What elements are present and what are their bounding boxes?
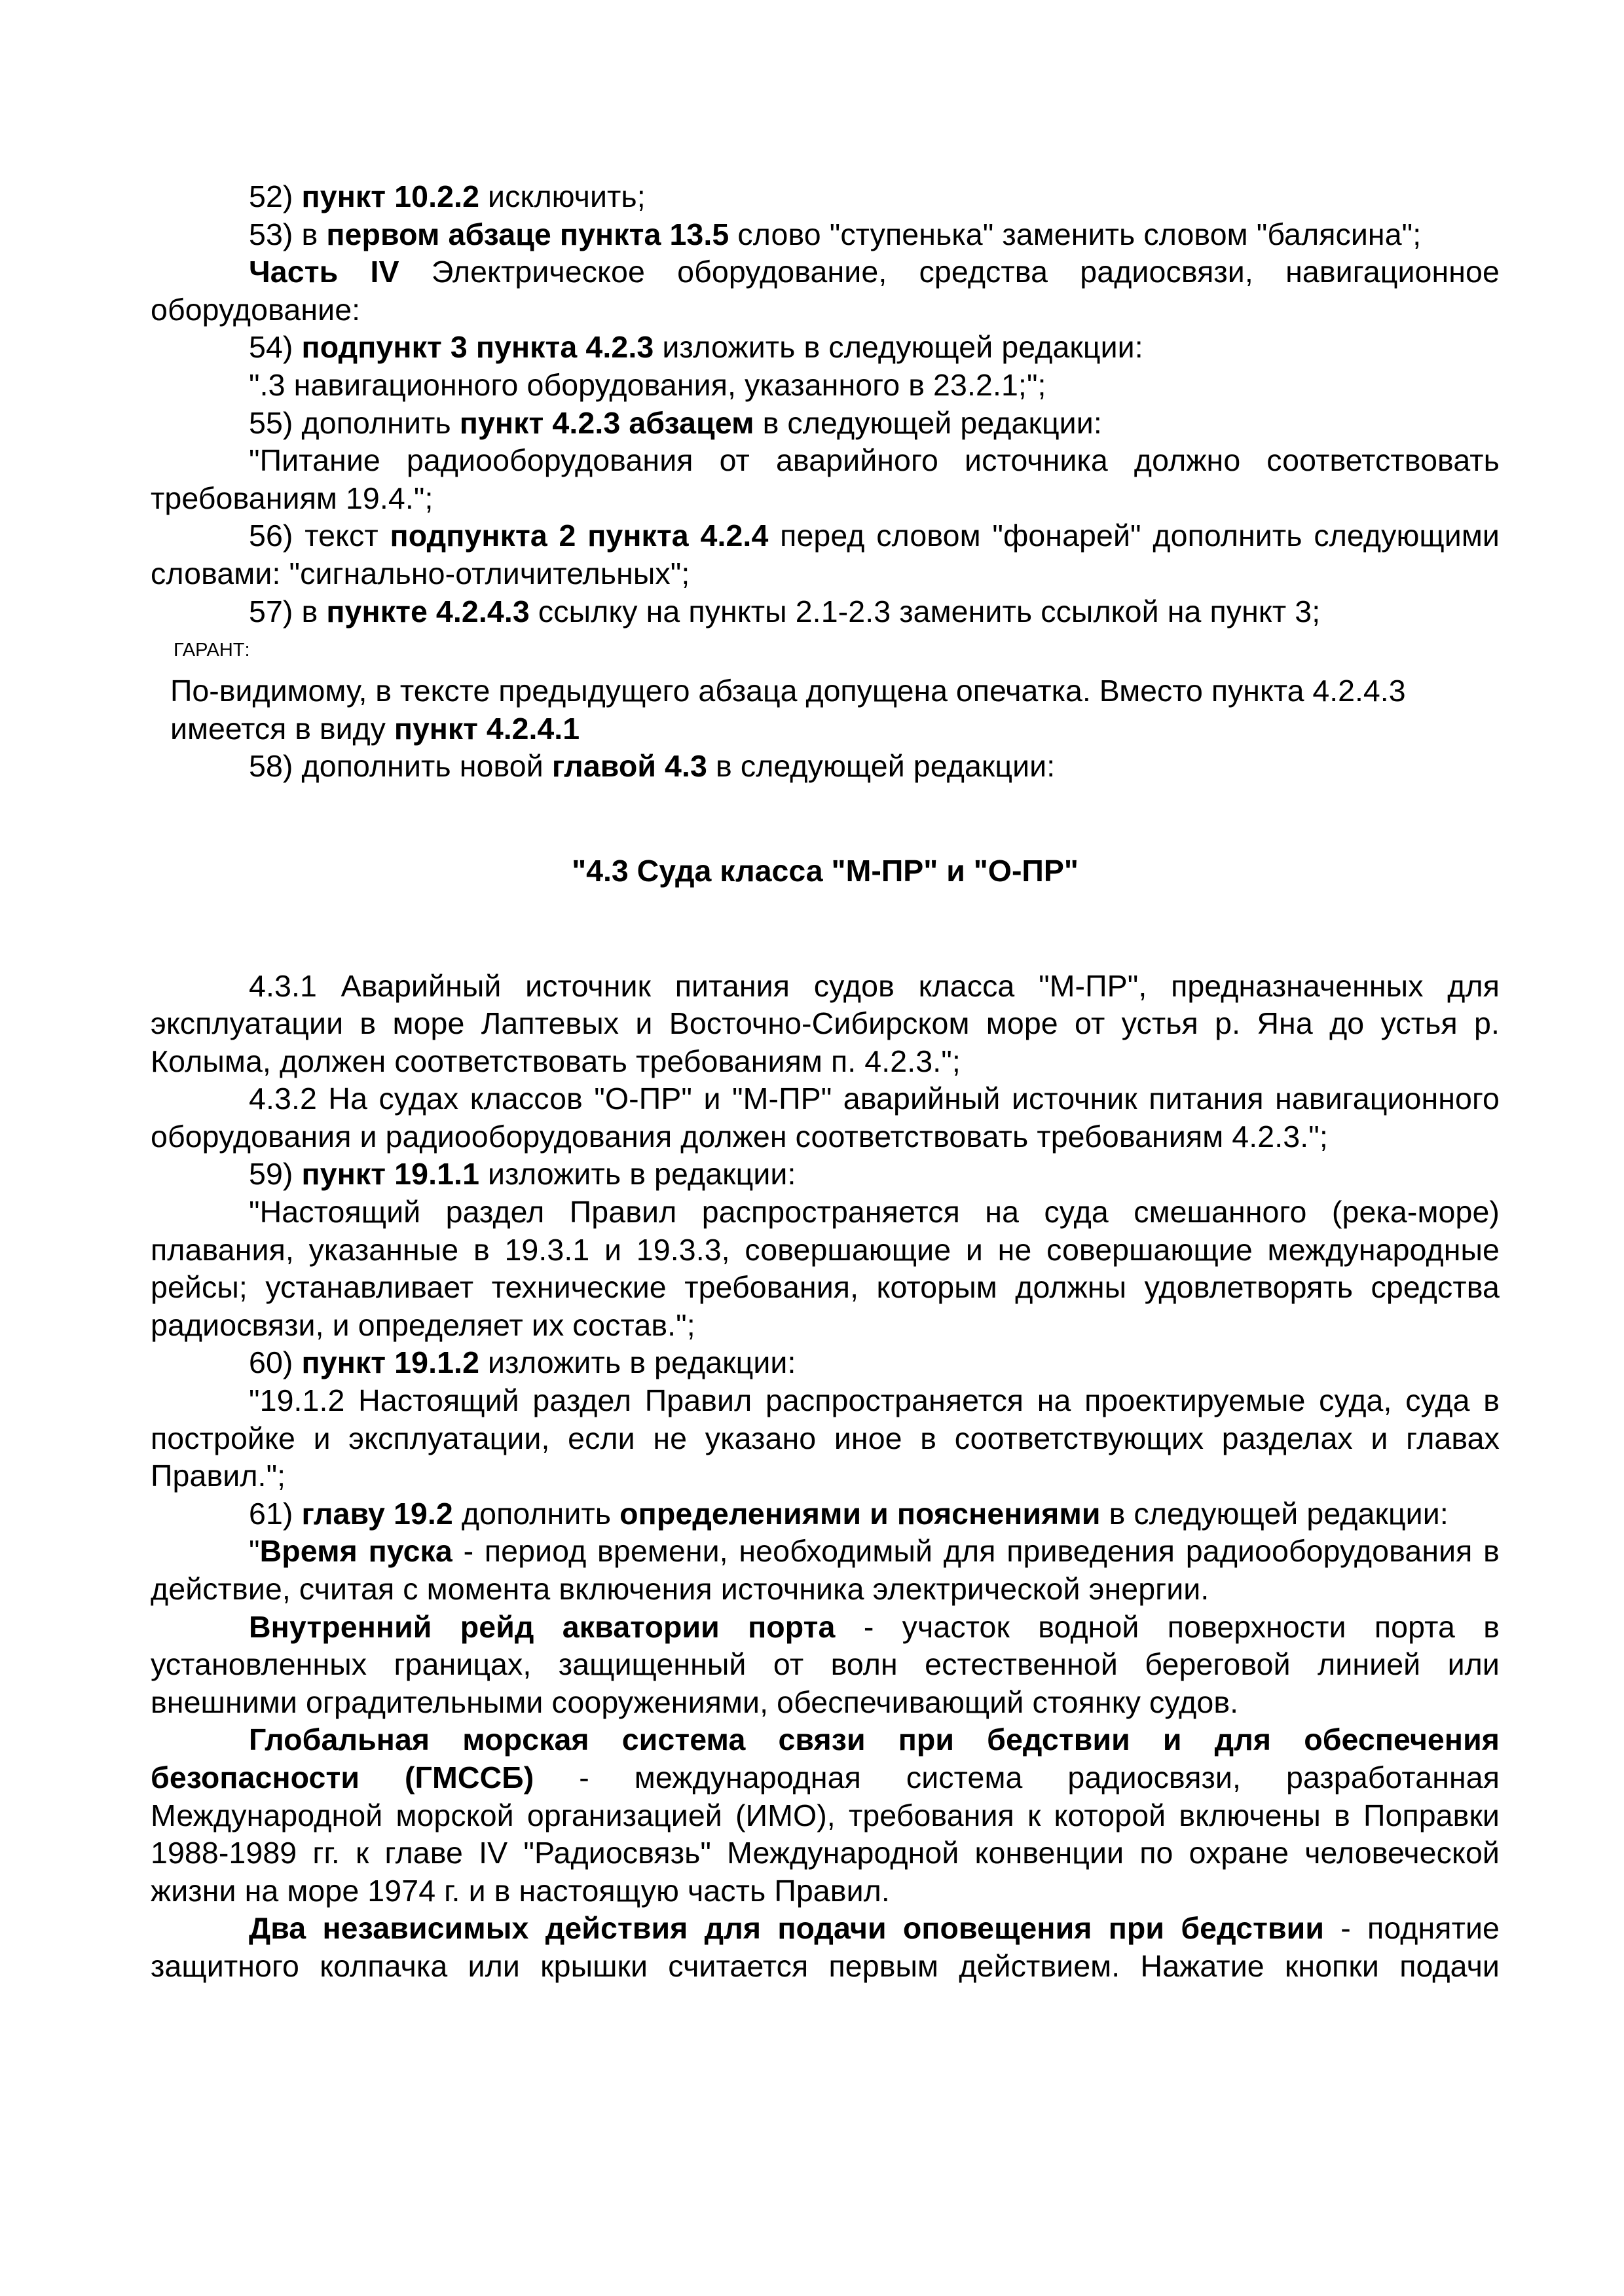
section-heading: "4.3 Суда класса "М-ПР" и "О-ПР": [572, 853, 1079, 888]
item-55: 55) дополнить пункт 4.2.3 абзацем в следующей редакции:: [249, 405, 1102, 440]
item-56: 56) текст подпункта 2 пункта 4.2.4 перед словом "фонарей" дополнить следующими словами: "сигнально-отличительных";: [151, 519, 1500, 591]
definition-launch-time: "Время пуска - период времени, необходимый для приведения радиооборудования в действие, считая с момента включения источника электрической энергии.: [151, 1534, 1500, 1606]
definition-gmdss: Глобальная морская система связи при бедствии и для обеспечения безопасности (ГМССБ) - международная система радиосвязи, разработанная Международной морской организацией (ИМО), требования к которой включены в Поправки 1988-1989 гг. к главе IV "Радиосвязь" Международной конвенции по охране человеческой жизни на море 1974 г. и в настоящую часть Правил.: [151, 1722, 1500, 1908]
para-4-3-2: 4.3.2 На судах классов "О-ПР" и "М-ПР" аварийный источник питания навигационного оборудования и радиооборудования должен соответствовать требованиям 4.2.3.";: [151, 1082, 1500, 1154]
part-4-title: Часть IV Электрическое оборудование, средства радиосвязи, навигационное оборудование:: [151, 255, 1500, 327]
definition-two-actions: Два независимых действия для подачи оповещения при бедствии - поднятие защитного колпачка или крышки считается первым действием. Нажатие кнопки подачи: [151, 1911, 1500, 1983]
item-59: 59) пункт 19.1.1 изложить в редакции:: [249, 1157, 796, 1192]
item-53: 53) в первом абзаце пункта 13.5 слово "ступенька" заменить словом "балясина";: [249, 217, 1422, 251]
para-4-3-1: 4.3.1 Аварийный источник питания судов класса "М-ПР", предназначенных для эксплуатации в море Лаптевых и Восточно-Сибирском море от устья р. Яна до устья р. Колыма, должен соответствовать требованиям п. 4.2.3.";: [151, 968, 1500, 1078]
item-60-quote: "19.1.2 Настоящий раздел Правил распространяется на проектируемые суда, суда в постройке и эксплуатации, если не указано иное в соответствующих разделах и главах Правил.";: [151, 1383, 1500, 1493]
item-54: 54) подпункт 3 пункта 4.2.3 изложить в следующей редакции:: [249, 330, 1143, 365]
definition-inner-roadstead: Внутренний рейд акватории порта - участок водной поверхности порта в установленных границах, защищенный от волн естественной береговой линией или внешними оградительными сооружениями, обеспечивающий стоянку судов.: [151, 1609, 1500, 1719]
garant-label: ГАРАНТ:: [174, 640, 250, 661]
item-54-quote: ".3 навигационного оборудования, указанного в 23.2.1;";: [249, 367, 1046, 402]
item-60: 60) пункт 19.1.2 изложить в редакции:: [249, 1345, 796, 1380]
item-55-quote: "Питание радиооборудования от аварийного источника должно соответствовать требованиям 19.4.";: [151, 443, 1500, 515]
item-57: 57) в пункте 4.2.4.3 ссылку на пункты 2.1-2.3 заменить ссылкой на пункт 3;: [249, 594, 1321, 629]
item-59-quote: "Настоящий раздел Правил распространяется на суда смешанного (река-море) плавания, указанные в 19.3.1 и 19.3.3, совершающие и не совершающие международные рейсы; устанавливает технические требования, которым должны удовлетворять средства радиосвязи, и определяет их состав.";: [151, 1195, 1500, 1342]
item-58: 58) дополнить новой главой 4.3 в следующей редакции:: [249, 749, 1056, 784]
item-52: 52) пункт 10.2.2 исключить;: [249, 179, 646, 213]
garant-note: По-видимому, в тексте предыдущего абзаца допущена опечатка. Вместо пункта 4.2.4.3 имеется в виду пункт 4.2.4.1: [170, 674, 1406, 746]
document-page: [151, 178, 1500, 1986]
item-61: 61) главу 19.2 дополнить определениями и пояснениями в следующей редакции:: [249, 1496, 1449, 1531]
